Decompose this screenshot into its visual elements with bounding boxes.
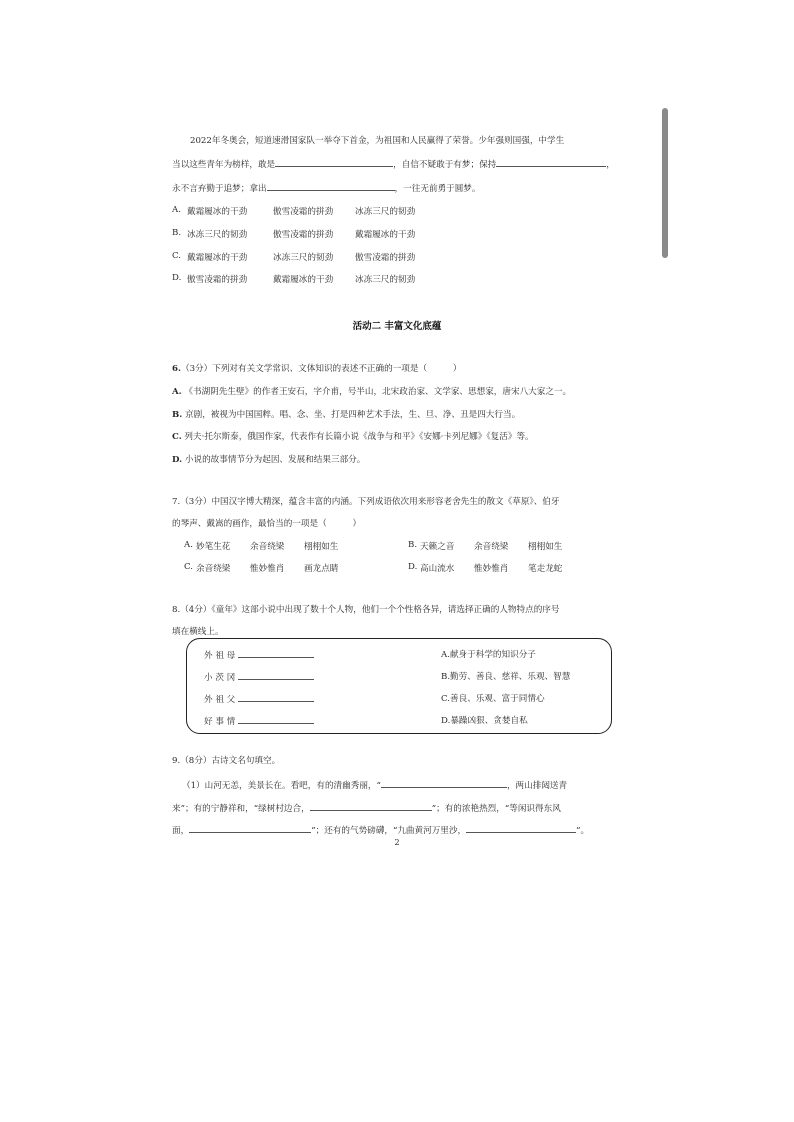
option-part: 冰冻三尺的韧劲: [187, 230, 248, 240]
option-part: 冰冻三尺的韧劲: [355, 207, 416, 217]
q9-line-1: [182, 778, 567, 791]
option-part: 戴霜履冰的干劲: [273, 275, 334, 285]
q8-stem-line-1: 8.（4分）《童年》这部小说中出现了数十个人物，他们一个个性格各异，请选择正确的人物特点的序号: [172, 605, 560, 615]
option-part: 戴霜履冰的干劲: [187, 207, 248, 217]
q9-text: ”；还有的气势磅礴，“九曲黄河万里沙，: [311, 826, 467, 836]
q8-blank-4[interactable]: [238, 714, 314, 724]
q8-character-row: [204, 714, 314, 727]
q5-option-c[interactable]: [172, 251, 416, 263]
option-part: 余音绕梁: [196, 564, 231, 574]
option-part: 栩栩如生: [304, 542, 339, 552]
q9-blank-2[interactable]: [310, 801, 432, 811]
page-number: 2: [394, 838, 400, 847]
q8-trait: A.献身于科学的知识分子: [441, 650, 536, 660]
option-part: 冰冻三尺的韧劲: [273, 253, 334, 263]
q6-option-b[interactable]: [172, 408, 520, 420]
q5-paragraph-line-3: [172, 181, 481, 194]
option-text: 列夫·托尔斯泰，俄国作家，代表作有长篇小说《战争与和平》《安娜·卡列尼娜》《复活》等。: [184, 432, 534, 442]
vertical-scrollbar[interactable]: [662, 108, 668, 258]
q6-option-a[interactable]: [172, 385, 571, 397]
q5-blank-1[interactable]: [275, 157, 393, 167]
option-part: 笔走龙蛇: [528, 564, 563, 574]
q8-blank-3[interactable]: [238, 692, 314, 702]
q9-title: 9.（8分）古诗文名句填空。: [172, 756, 281, 766]
q9-line-3: [172, 823, 589, 836]
q6-option-c[interactable]: [172, 430, 534, 442]
option-letter: B.: [172, 228, 182, 238]
option-letter: C.: [172, 432, 182, 442]
option-part: 画龙点睛: [304, 564, 339, 574]
q9-blank-3[interactable]: [189, 823, 311, 833]
q8-trait: D.暴躁凶狠、贪婪自私: [441, 716, 528, 726]
option-letter: D.: [172, 273, 182, 283]
option-part: 高山流水: [420, 564, 455, 574]
q6-stem: [172, 362, 461, 374]
q9-text: 来”；有的宁静祥和，“绿树村边合，: [172, 804, 310, 814]
q9-line-2: [172, 801, 561, 814]
option-text: 《书湖阴先生壁》的作者王安石，字介甫，号半山，北宋政治家、文学家、思想家，唐宋八大家之一。: [184, 387, 572, 397]
q5-blank-3[interactable]: [267, 181, 395, 191]
q8-trait: C.善良、乐观、富于同情心: [441, 694, 545, 704]
q5-option-d[interactable]: [172, 273, 416, 285]
q9-text: ，两山排闼送青: [506, 781, 568, 791]
option-letter: A.: [172, 387, 182, 397]
q9-text: （1）山河无恙，美景长在。看吧，有的清幽秀丽，“: [182, 781, 381, 791]
q5-blank-2[interactable]: [496, 157, 606, 167]
q8-character-row: [204, 648, 314, 661]
option-part: 余音绕梁: [474, 542, 509, 552]
option-letter: C.: [172, 251, 182, 261]
q5-text-b: ，自信不疑敢于有梦；保持: [393, 160, 497, 170]
q8-character-row: [204, 692, 314, 705]
q7-option-a[interactable]: [184, 540, 339, 552]
option-text: 小说的故事情节分为起因、发展和结果三部分。: [184, 455, 366, 465]
option-part: 傲雪凌霜的拼劲: [273, 207, 334, 217]
option-part: 傲雪凌霜的拼劲: [355, 253, 416, 263]
q8-trait: B.勤劳、善良、慈祥、乐观、智慧: [441, 672, 571, 682]
section-title: 活动二 丰富文化底蕴: [352, 321, 442, 332]
q6-stem-text: （3分）下列对有关文学常识、文体知识的表述不正确的一项是（ ）: [180, 364, 462, 374]
option-part: 余音绕梁: [250, 542, 285, 552]
q5-text-e: ，一往无前勇于圆梦。: [394, 184, 481, 194]
q9-text: 面，: [172, 826, 190, 836]
option-letter: B.: [408, 540, 418, 550]
option-letter: D.: [408, 562, 418, 572]
q8-character-row: [204, 670, 314, 683]
character-name: 小 茨 冈: [204, 673, 236, 683]
character-name: 好 事 情: [204, 717, 236, 727]
option-part: 傲雪凌霜的拼劲: [273, 230, 334, 240]
q8-blank-1[interactable]: [238, 648, 314, 658]
q9-text: ”；有的浓艳热烈，“等闲识得东风: [431, 804, 561, 814]
q6-option-d[interactable]: [172, 453, 365, 465]
q5-option-b[interactable]: [172, 228, 416, 240]
character-name: 外 祖 父: [204, 695, 236, 705]
option-part: 妙笔生花: [196, 542, 231, 552]
q5-text-c: ，: [606, 160, 615, 170]
q8-stem-line-2: 填在横线上。: [172, 627, 224, 637]
option-part: 惟妙惟肖: [250, 564, 285, 574]
q6-number: 6.: [172, 364, 181, 374]
option-letter: A.: [172, 205, 181, 215]
option-letter: B.: [172, 410, 183, 420]
q8-blank-2[interactable]: [238, 670, 314, 680]
q5-paragraph-line-1: 2022年冬奥会，短道速滑国家队一举夺下首金，为祖国和人民赢得了荣誉。少年强则国强，中学生: [190, 136, 565, 146]
option-part: 天籁之音: [420, 542, 455, 552]
option-part: 戴霜履冰的干劲: [355, 230, 416, 240]
q5-option-a[interactable]: [172, 205, 416, 217]
q9-text: ”。: [576, 826, 590, 836]
q9-blank-4[interactable]: [466, 823, 576, 833]
q5-paragraph-line-2: [172, 157, 615, 170]
q7-option-b[interactable]: [408, 540, 563, 552]
option-part: 栩栩如生: [528, 542, 563, 552]
q7-stem-line-2: 的琴声、戴嵩的画作，最恰当的一项是（ ）: [172, 519, 362, 529]
option-part: 冰冻三尺的韧劲: [355, 275, 416, 285]
option-part: 戴霜履冰的干劲: [187, 253, 248, 263]
q5-text-d: 永不言弃勤于追梦；拿出: [172, 184, 267, 194]
q7-option-d[interactable]: [408, 562, 563, 574]
option-part: 惟妙惟肖: [474, 564, 509, 574]
option-part: 傲雪凌霜的拼劲: [187, 275, 248, 285]
q5-text-a: 当以这些青年为榜样，敢是: [172, 160, 276, 170]
character-name: 外 祖 母: [204, 651, 236, 661]
q7-option-c[interactable]: [184, 562, 339, 574]
option-text: 京剧，被视为中国国粹。唱、念、坐、打是四种艺术手法，生、旦、净、丑是四大行当。: [185, 410, 521, 420]
q7-stem-line-1: 7.（3分）中国汉字博大精深，蕴含丰富的内涵。下列成语依次用来形容老舍先生的散文《草原》、伯牙: [172, 497, 560, 507]
option-letter: A.: [184, 540, 193, 550]
option-letter: D.: [172, 455, 183, 465]
option-letter: C.: [184, 562, 194, 572]
q9-blank-1[interactable]: [381, 778, 507, 788]
